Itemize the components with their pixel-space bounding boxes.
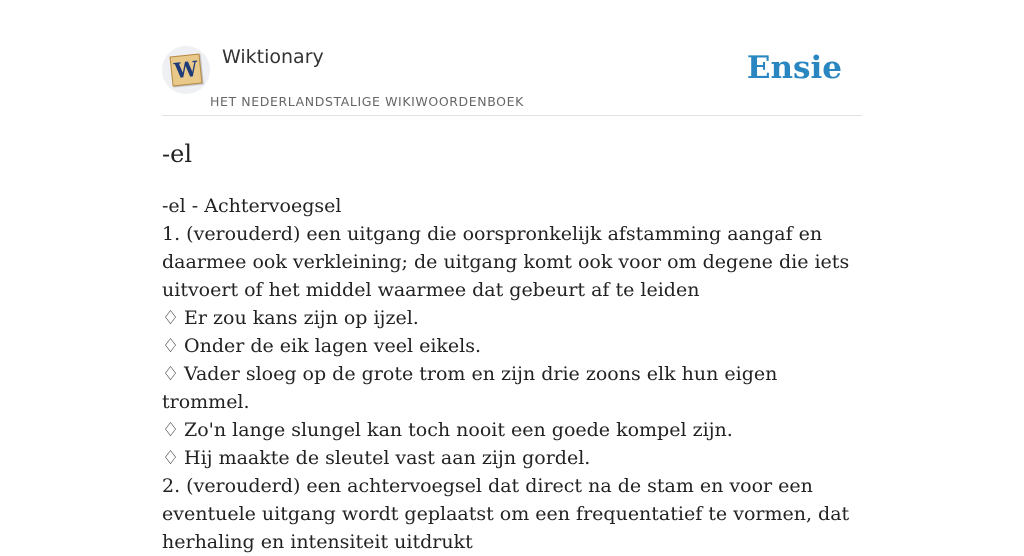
example-text: Vader sloeg op de grote trom en zijn drie zoons elk hun eigen trommel. (162, 363, 778, 413)
definition-1: 1. (verouderd) een uitgang die oorspronkelijk afstamming aangaf en daarmee ook verkleining; de uitgang komt ook voor om degene die iets uitvoert of het middel waarmee dat gebeurt af te leiden (162, 223, 850, 301)
example-text: Onder de eik lagen veel eikels. (184, 335, 482, 357)
example-text: Hij maakte de sleutel vast aan zijn gordel. (184, 447, 591, 469)
diamond-icon: ♢ (162, 307, 180, 329)
example-item (162, 360, 862, 416)
example-item (162, 332, 862, 360)
header-divider (162, 115, 862, 116)
entry-heading: -el - Achtervoegsel (162, 195, 342, 217)
example-text: Er zou kans zijn op ijzel. (184, 307, 419, 329)
ensie-brand-link[interactable]: Ensie (746, 50, 842, 86)
diamond-icon: ♢ (162, 447, 180, 469)
diamond-icon: ♢ (162, 335, 180, 357)
example-item (162, 304, 862, 332)
wiktionary-logo[interactable] (162, 46, 210, 94)
definition-2: 2. (verouderd) een achtervoegsel dat direct na de stam en voor een eventuele uitgang wordt geplaatst om een frequentatief te vormen, dat herhaling en intensiteit uitdrukt (162, 475, 850, 553)
entry-body (162, 192, 862, 556)
page-title: -el (162, 140, 192, 168)
example-text: Zo'n lange slungel kan toch nooit een goede kompel zijn. (184, 419, 733, 441)
example-item (162, 444, 862, 472)
logo-letter: W (172, 55, 199, 84)
diamond-icon: ♢ (162, 419, 180, 441)
site-tagline: HET NEDERLANDSTALIGE WIKIWOORDENBOEK (210, 94, 524, 109)
example-item (162, 416, 862, 444)
diamond-icon: ♢ (162, 363, 180, 385)
puzzle-tile-icon (170, 54, 203, 87)
site-name[interactable]: Wiktionary (222, 46, 324, 68)
